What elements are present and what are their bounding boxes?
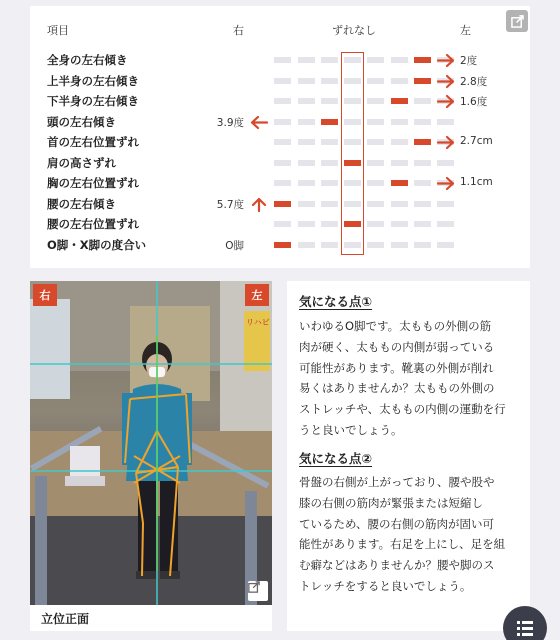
indicator-segment [367,139,384,145]
indicator-segment [414,201,431,207]
indicator-segment [437,221,454,227]
indicator-segment [391,139,408,145]
posture-row [30,235,530,256]
notes-card [287,281,530,631]
indicator-segment [391,119,408,125]
note-2-line: 膝の右側の筋肉が緊張または短縮し [299,495,483,510]
row-label: O脚・X脚の度合い [47,237,147,252]
photo-card [30,281,272,631]
indicator-segment [344,98,361,104]
indicator-segment [274,180,291,186]
row-left-value: 2.8度 [460,75,488,88]
indicator-segment [437,119,454,125]
indicator-segment [298,98,315,104]
arrow-left-icon [249,115,269,130]
indicator-segment [344,242,361,248]
indicator-segment [298,180,315,186]
indicator-segment [321,139,338,145]
indicator-segment [298,119,315,125]
row-right-value: 5.7度 [216,198,244,211]
indicator-segment [298,201,315,207]
indicator-segment [274,57,291,63]
row-left-value: 2度 [460,55,478,67]
indicator-segment [367,180,384,186]
indicator-segment [391,57,408,63]
arrow-right-icon [436,135,456,150]
badge-right: 右 [33,284,57,306]
indicator-segment [274,139,291,145]
indicator-segment [414,242,431,248]
indicator-segment [274,221,291,227]
row-left-value: 1.6度 [460,96,488,108]
indicator-segment [367,98,384,104]
indicator-segment [344,180,361,186]
indicator-segment [274,98,291,104]
note-1-line: 肉が硬く、太ももの内側が弱っている [299,339,495,354]
row-left-value: 1.1cm [460,176,493,188]
indicator-segment [414,221,431,227]
indicator-segment [344,78,361,84]
indicator-segment [321,201,338,207]
note-1-line: ストレッチや、太ももの内側の運動を行 [299,402,506,417]
posture-row [30,153,530,174]
arrow-right-icon [436,176,456,191]
indicator-segment [414,98,431,104]
row-label: 上半身の左右傾き [47,73,139,88]
indicator-segment [321,98,338,104]
note-2-line: トレッチをすると良いでしょう。 [299,578,472,593]
indicator-segment [391,160,408,166]
menu-icon[interactable] [503,606,547,640]
indicator-segment [274,160,291,166]
indicator-segment [391,221,408,227]
indicator-segment-active [391,180,408,186]
indicator-segment [344,119,361,125]
note-2-body [299,472,525,597]
note-2-line: む癖などはありませんか？腰や脚のス [299,558,495,573]
note-2-title: 気になる点② [299,451,373,466]
indicator-segment [274,78,291,84]
indicator-segment-active [391,98,408,104]
note-2-line: ているため、腰の右側の筋肉が固い可 [299,516,495,531]
indicator-segment [274,119,291,125]
note-1-line: うと良いでしょう。 [299,422,403,437]
header-no-shift: ずれなし [332,24,376,37]
row-label: 腰の左右位置ずれ [47,217,139,231]
note-1-line: 易くはありませんか？太ももの外側の [299,381,495,396]
note-1-title: 気になる点① [299,294,373,309]
arrow-up-icon [249,197,269,212]
posture-row [30,132,530,153]
indicator-segment [414,160,431,166]
note-1-body [299,316,525,441]
posture-row [30,194,530,215]
posture-table-card [30,6,530,268]
indicator-segment [321,57,338,63]
indicator-segment-active [344,160,361,166]
indicator-segment [321,221,338,227]
indicator-segment [367,57,384,63]
indicator-segment [344,201,361,207]
indicator-segment [321,160,338,166]
indicator-segment-active [414,57,431,63]
posture-rows [30,50,530,255]
indicator-segment-active [274,201,291,207]
note-1-line: 可能性があります。靴裏の外側が削れ [299,360,494,375]
indicator-segment-active [414,139,431,145]
indicator-segment [437,201,454,207]
indicator-segment [367,242,384,248]
indicator-segment [298,78,315,84]
header-right: 右 [233,24,244,37]
indicator-segment-active [414,78,431,84]
indicator-segment [298,221,315,227]
row-label: 胸の左右位置ずれ [47,176,139,190]
note-2-line: 骨盤の右側が上がっており、腰や股や [299,475,495,489]
row-right-value: 3.9度 [216,116,244,129]
indicator-segment-active [344,221,361,227]
indicator-segment [367,78,384,84]
posture-photo[interactable] [30,281,272,605]
posture-row [30,112,530,133]
indicator-segment-active [274,242,291,248]
posture-photo-illustration [30,281,272,605]
row-label: 首の左右位置ずれ [47,135,139,149]
indicator-segment [391,201,408,207]
wall-sign-text: リハビ [246,318,270,327]
indicator-segment [367,221,384,227]
indicator-segment [391,78,408,84]
posture-row [30,173,530,194]
indicator-segment [321,180,338,186]
indicator-segment [414,180,431,186]
expand-icon[interactable] [506,10,528,32]
photo-expand-icon[interactable] [248,581,268,601]
indicator-segment [298,57,315,63]
indicator-segment [391,242,408,248]
note-1-line: いわゆるO脚です。太ももの外側の筋 [299,319,492,333]
row-label: 下半身の左右傾き [47,94,139,108]
indicator-segment [367,119,384,125]
indicator-segment [321,242,338,248]
arrow-right-icon [436,94,456,109]
row-label: 腰の左右傾き [47,196,116,211]
posture-row [30,214,530,235]
row-label: 頭の左右傾き [47,114,116,129]
photo-caption: 立位正面 [41,612,90,626]
indicator-segment [437,160,454,166]
indicator-segment [367,160,384,166]
note-2-line: 能性があります。右足を上にし、足を組 [299,537,506,552]
indicator-segment [298,242,315,248]
row-left-value: 2.7cm [460,135,493,147]
indicator-segment [321,78,338,84]
header-left: 左 [460,24,471,37]
arrow-right-icon [436,53,456,68]
posture-row [30,71,530,92]
posture-row [30,50,530,71]
indicator-segment [344,57,361,63]
indicator-segment [414,119,431,125]
indicator-segment [344,139,361,145]
indicator-segment-active [321,119,338,125]
indicator-segment [298,139,315,145]
posture-row [30,91,530,112]
row-label: 肩の高さずれ [47,155,116,170]
arrow-right-icon [436,74,456,89]
indicator-segment [437,242,454,248]
row-label: 全身の左右傾き [47,53,128,67]
header-item: 項目 [47,24,69,37]
badge-left: 左 [245,284,269,306]
indicator-segment [298,160,315,166]
indicator-segment [367,201,384,207]
row-right-value: O脚 [225,239,244,252]
